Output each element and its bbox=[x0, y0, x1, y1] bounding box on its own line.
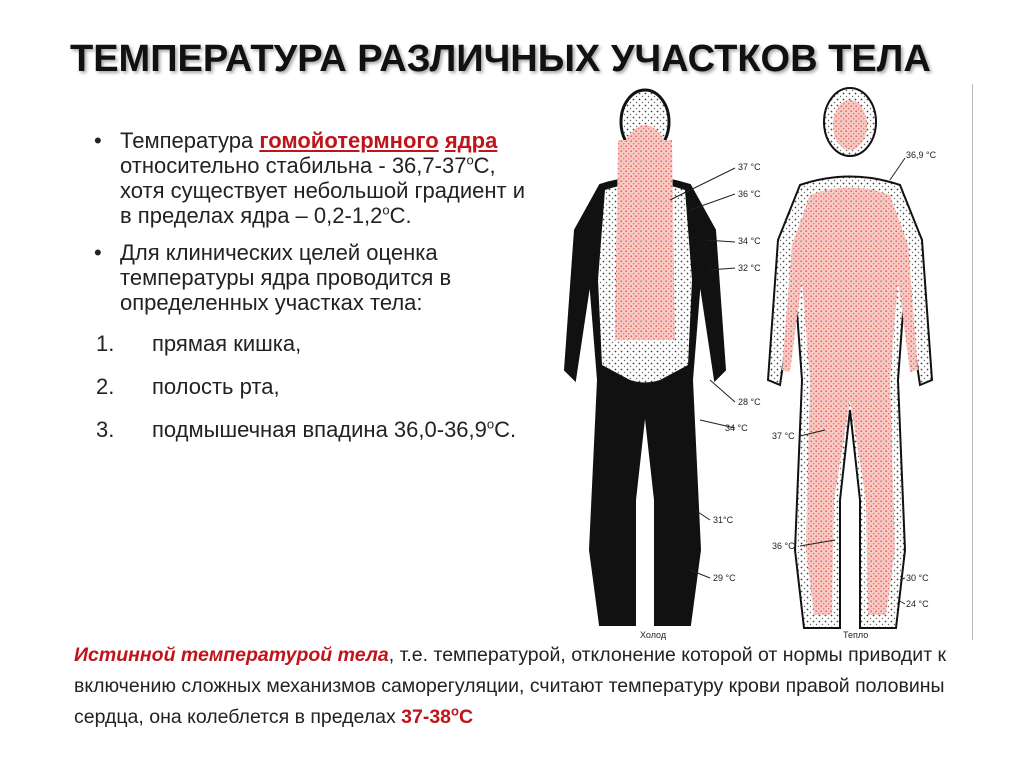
figure-divider bbox=[972, 84, 973, 640]
label-34a: 34 °C bbox=[738, 236, 761, 246]
b1-highlight-core: ядра bbox=[444, 128, 498, 153]
b1-degree-1: о bbox=[466, 152, 474, 168]
list-item bbox=[90, 417, 540, 442]
bullet-core-temperature bbox=[90, 128, 540, 228]
list-degree: о bbox=[486, 416, 495, 432]
label-29: 29 °C bbox=[713, 573, 736, 583]
page-title: ТЕМПЕРАТУРА РАЗЛИЧНЫХ УЧАСТКОВ ТЕЛА bbox=[70, 38, 931, 80]
list-item bbox=[90, 331, 540, 356]
cold-body-figure bbox=[565, 90, 725, 625]
b1-text-1: относительно стабильна - 36,7-37 bbox=[120, 153, 467, 178]
b1-highlight-word: гомойотермного bbox=[259, 128, 439, 153]
body-diagram-svg bbox=[560, 80, 980, 640]
bottom-unit: С bbox=[458, 706, 474, 728]
list-number: 2. bbox=[96, 374, 115, 399]
list-number: 3. bbox=[96, 417, 115, 442]
main-text bbox=[90, 128, 540, 460]
list-number: 1. bbox=[96, 331, 115, 356]
bottom-range: 37-38 bbox=[401, 706, 452, 728]
bullet-dot-icon: • bbox=[94, 128, 102, 153]
b1-text-2: С, хотя существует небольшой градиент и в пределах ядра – 0,2-1,2 bbox=[120, 153, 525, 228]
bullet-clinical bbox=[90, 240, 540, 315]
b1-text-3: С. bbox=[389, 203, 412, 228]
label-36b: 36 °C bbox=[772, 541, 795, 551]
label-34b: 34 °C bbox=[725, 423, 748, 433]
label-30: 30 °C bbox=[906, 573, 929, 583]
list-item bbox=[90, 374, 540, 399]
bottom-degree: о bbox=[451, 703, 459, 719]
list-text: прямая кишка, bbox=[152, 331, 302, 356]
bottom-text: , т.е. температурой, отклонение которой от нормы приводит к включению сложных механизмов саморегуляции, считают температуру крови правой половины сердца, она колеблется в пределах bbox=[74, 644, 947, 728]
bullet-dot-icon: • bbox=[94, 240, 102, 265]
b1-degree-2: о bbox=[382, 202, 390, 218]
body-temperature-figure bbox=[560, 80, 980, 640]
bottom-term: Истинной температурой тела bbox=[74, 644, 389, 666]
label-37b: 37 °C bbox=[772, 431, 795, 441]
label-24: 24 °C bbox=[906, 599, 929, 609]
label-28: 28 °C bbox=[738, 397, 761, 407]
label-36-9: 36,9 °C bbox=[906, 150, 937, 160]
label-37a: 37 °C bbox=[738, 162, 761, 172]
label-32: 32 °C bbox=[738, 263, 761, 273]
bottom-definition bbox=[74, 640, 974, 733]
list-text: полость рта, bbox=[152, 374, 280, 399]
cold-caption: Холод bbox=[640, 630, 667, 640]
b2-text: Для клинических целей оценка температуры ядра проводится в определенных участках тела: bbox=[120, 240, 452, 315]
label-36a: 36 °C bbox=[738, 189, 761, 199]
warm-caption: Тепло bbox=[843, 630, 869, 640]
list-tail: С. bbox=[494, 417, 517, 442]
label-31: 31°C bbox=[713, 515, 734, 525]
b1-prefix: Температура bbox=[120, 128, 260, 153]
list-text: подмышечная впадина 36,0-36,9 bbox=[152, 417, 487, 442]
